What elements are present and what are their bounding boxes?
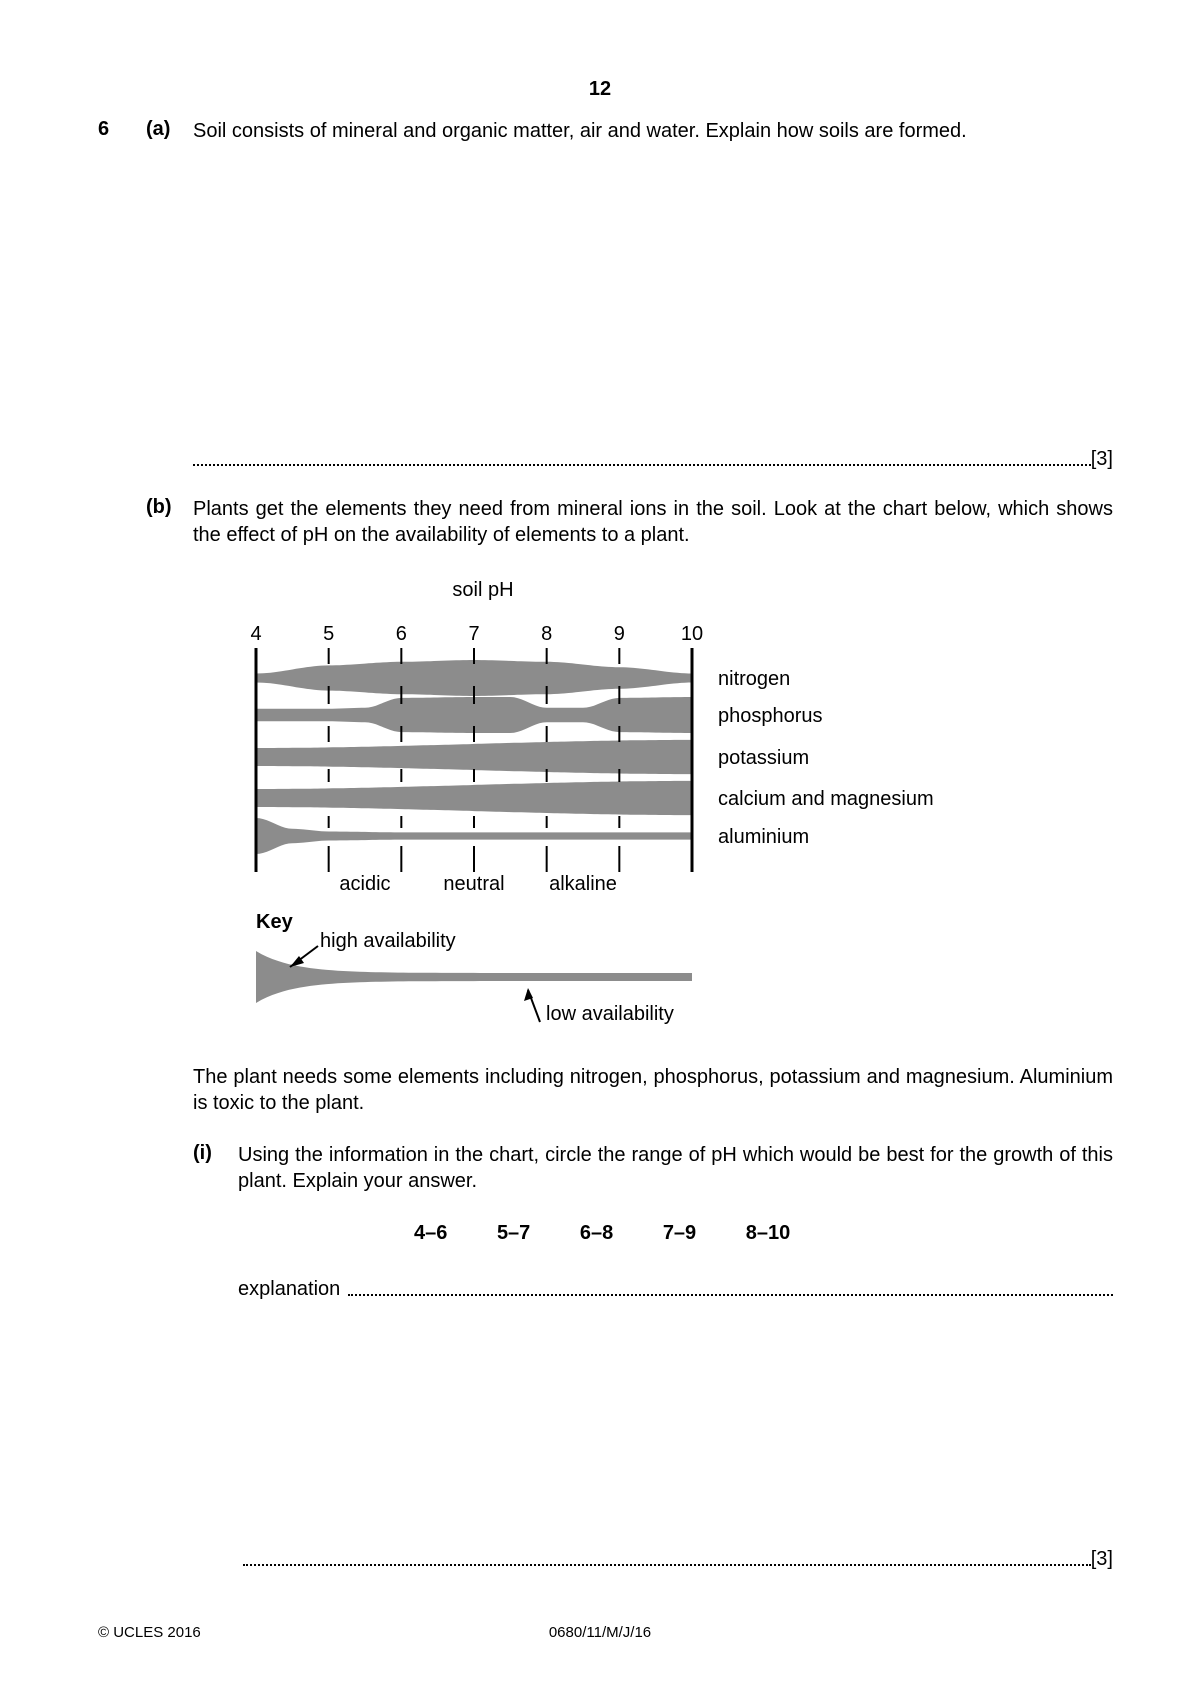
- key-low-label: low availability: [546, 1003, 674, 1025]
- ph-option[interactable]: 4–6: [414, 1222, 448, 1244]
- ph-availability-chart: [240, 570, 1000, 1040]
- key-title: Key: [256, 911, 293, 933]
- region-label: neutral: [443, 873, 505, 895]
- part-b-intro: Plants get the elements they need from mineral ions in the soil. Look at the chart below, which shows the effect of pH on the availability of elements to a plant.: [193, 498, 1113, 546]
- x-tick-label: 6: [395, 623, 407, 645]
- series-label: calcium and magnesium: [718, 788, 934, 810]
- footer-copyright: © UCLES 2016: [98, 1624, 201, 1641]
- ph-option[interactable]: 5–7: [496, 1222, 531, 1244]
- ph-option[interactable]: 6–8: [579, 1222, 614, 1244]
- ph-range-options: [414, 1222, 834, 1245]
- footer-code: 0680/11/M/J/16: [548, 1624, 652, 1641]
- availability-band: [256, 781, 692, 815]
- ph-option[interactable]: 8–10: [745, 1222, 791, 1244]
- x-tick-label: 4: [250, 623, 262, 645]
- ph-option[interactable]: 7–9: [662, 1222, 697, 1244]
- key-band: [256, 951, 692, 1003]
- x-tick-label: 9: [613, 623, 625, 645]
- sub-i-question: Using the information in the chart, circle the range of pH which would be best for the growth of this plant. Explain your answer.: [238, 1144, 1113, 1192]
- x-tick-label: 7: [468, 623, 480, 645]
- explanation-label: explanation: [238, 1278, 341, 1300]
- series-label: nitrogen: [718, 668, 791, 690]
- x-tick-label: 8: [541, 623, 553, 645]
- series-label: aluminium: [718, 826, 810, 848]
- availability-band: [256, 740, 692, 774]
- sub-i-marks: [3]: [1090, 1548, 1113, 1570]
- question-number: 6: [98, 118, 110, 140]
- part-b-label: (b): [146, 496, 172, 518]
- part-a-answer-line[interactable]: [193, 444, 1113, 471]
- sub-i-answer-line[interactable]: [243, 1544, 1113, 1571]
- page-number: 12: [588, 78, 612, 100]
- x-tick-label: 10: [680, 623, 704, 645]
- explanation-line[interactable]: [238, 1274, 1113, 1301]
- sub-i-label: (i): [193, 1142, 212, 1164]
- part-a-label: (a): [146, 118, 171, 140]
- chart-title: soil pH: [452, 579, 514, 601]
- series-label: potassium: [718, 747, 810, 769]
- region-label: acidic: [339, 873, 391, 895]
- part-a-question: Soil consists of mineral and organic matter, air and water. Explain how soils are formed.: [193, 120, 967, 142]
- x-tick-label: 5: [323, 623, 335, 645]
- series-label: phosphorus: [718, 705, 823, 727]
- part-a-marks: [3]: [1090, 448, 1113, 470]
- key-high-label: high availability: [320, 930, 456, 952]
- part-b-context: The plant needs some elements including nitrogen, phosphorus, potassium and magnesium. Aluminium is toxic to the plant.: [193, 1066, 1113, 1114]
- region-label: alkaline: [549, 873, 617, 895]
